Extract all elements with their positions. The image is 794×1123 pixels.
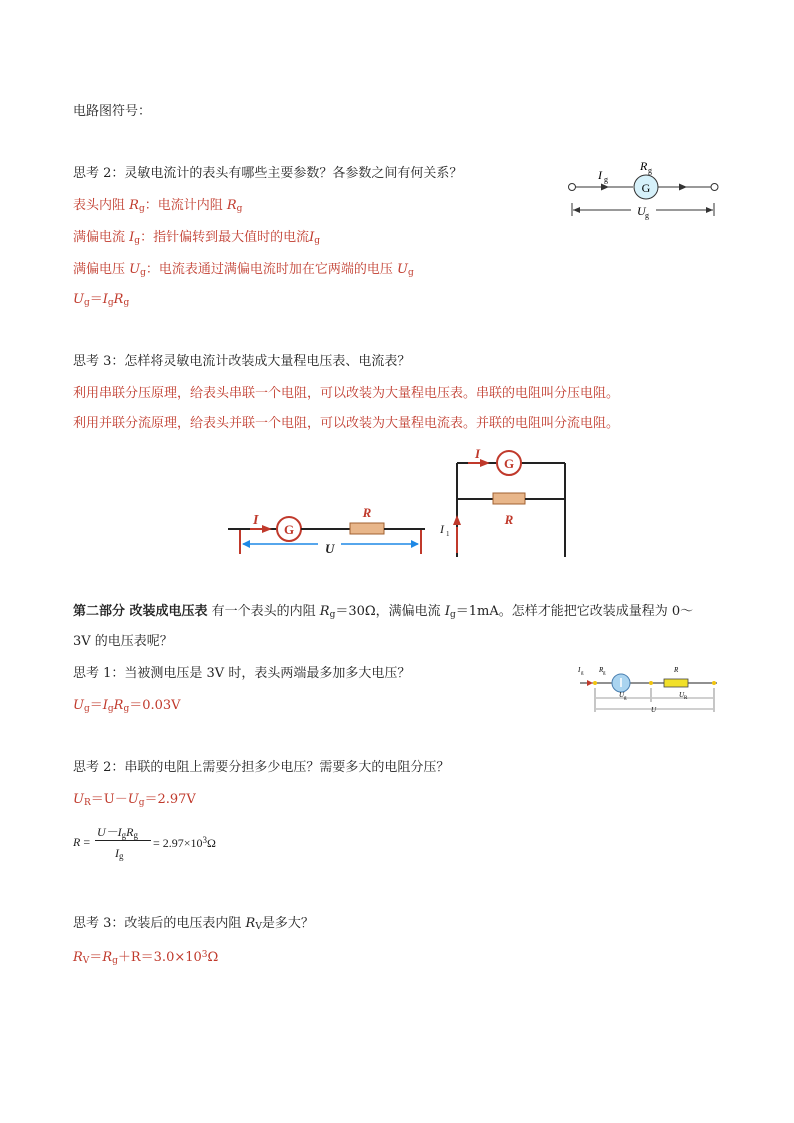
series-circuit-diagram <box>228 500 428 560</box>
terminal-left-icon <box>569 184 576 191</box>
arrow-right-icon <box>601 184 609 191</box>
svg-text:G: G <box>503 456 515 471</box>
svg-text:I: I <box>578 666 581 674</box>
part2-title: 第二部分 改装成电压表 <box>73 604 208 619</box>
arrow-right-icon <box>679 184 687 191</box>
svg-text:G: G <box>283 522 295 537</box>
resistor-icon <box>350 523 384 534</box>
rg-definition: 表头内阻 $R_g$：电流计内阻 $R_g$ <box>73 198 243 214</box>
svg-text:R: R <box>504 512 514 527</box>
svg-text:g: g <box>604 175 608 184</box>
ug-equation: $U_g=I_gR_g$ <box>73 292 130 308</box>
svg-text:1: 1 <box>446 530 450 538</box>
arrow-right-icon <box>262 525 272 533</box>
svg-text:U: U <box>679 691 685 699</box>
part2-think1-question: 思考 1：当被测电压是 3V 时，表头两端最多加多大电压？ <box>73 666 411 681</box>
svg-text:g: g <box>624 696 627 701</box>
arrow-up-icon <box>453 515 461 525</box>
svg-text:U: U <box>637 204 646 218</box>
svg-text:I: I <box>253 513 259 528</box>
part2-problem: 第二部分 改装成电压表 有一个表头的内阻 $R_g=30\Omega$，满偏电流 $I_g=1mA$。怎样才能把它改装成量程为 0～ <box>73 604 694 620</box>
svg-text:R: R <box>362 505 372 520</box>
galvanometer-symbol-diagram <box>563 155 723 225</box>
svg-text:G: G <box>641 181 651 195</box>
svg-text:I: I <box>598 168 602 182</box>
part2-think2-question: 思考 2：串联的电阻上需要分担多少电压？需要多大的电阻分压？ <box>73 760 450 775</box>
series-principle: 利用串联分压原理，给表头串联一个电阻，可以改装为大量程电压表。串联的电阻叫分压电阻。 <box>73 386 620 401</box>
svg-text:U: U <box>325 541 335 556</box>
svg-text:R: R <box>674 666 679 674</box>
svg-text:g: g <box>648 166 652 175</box>
parallel-principle: 利用并联分流原理，给表头并联一个电阻，可以改装为大量程电流表。并联的电阻叫分流电阻。 <box>73 416 620 431</box>
part2-think1-answer: $U_g=I_gR_g=0.03V$ <box>73 698 181 714</box>
voltmeter-conversion-diagram <box>575 658 725 716</box>
resistance-formula: R = $U-I_gR_g$ $I_g$ = $2.97\times 10^3\Omega$ <box>73 825 216 861</box>
part2-think3-question: 思考 3：改装后的电压表内阻 $R_V$是多大？ <box>73 916 314 932</box>
svg-text:g: g <box>581 671 584 676</box>
svg-text:g: g <box>603 671 606 676</box>
arrow-right-icon <box>480 459 490 467</box>
think3-question: 思考 3：怎样将灵敏电流计改装成大量程电压表、电流表？ <box>73 354 411 369</box>
circuit-symbol-heading: 电路图符号： <box>73 104 152 119</box>
svg-text:I: I <box>440 522 444 536</box>
terminal-right-icon <box>711 184 718 191</box>
ug-definition: 满偏电压 $U_g$：电流表通过满偏电流时加在它两端的电压 $U_g$ <box>73 262 414 278</box>
resistor-icon <box>493 493 525 504</box>
part2-think3-answer: $R_V=R_g+R=3.0\times 10^3\Omega$ <box>73 950 219 966</box>
svg-text:R: R <box>684 696 688 701</box>
svg-text:R: R <box>640 159 648 173</box>
think2-question: 思考 2：灵敏电流计的表头有哪些主要参数？各参数之间有何关系？ <box>73 166 463 181</box>
svg-text:g: g <box>645 211 649 220</box>
ig-definition: 满偏电流 $I_g$：指针偏转到最大值时的电流$I_g$ <box>73 230 320 246</box>
parallel-circuit-diagram <box>438 447 578 559</box>
svg-text:U: U <box>651 706 657 714</box>
svg-text:U: U <box>619 691 625 699</box>
part2-think2-answer: $U_R=U-U_g=2.97V$ <box>73 792 196 808</box>
svg-text:I: I <box>475 446 481 461</box>
svg-text:R: R <box>599 666 604 674</box>
part2-problem-line2: 3V 的电压表呢？ <box>73 634 173 649</box>
resistor-icon <box>664 679 688 687</box>
